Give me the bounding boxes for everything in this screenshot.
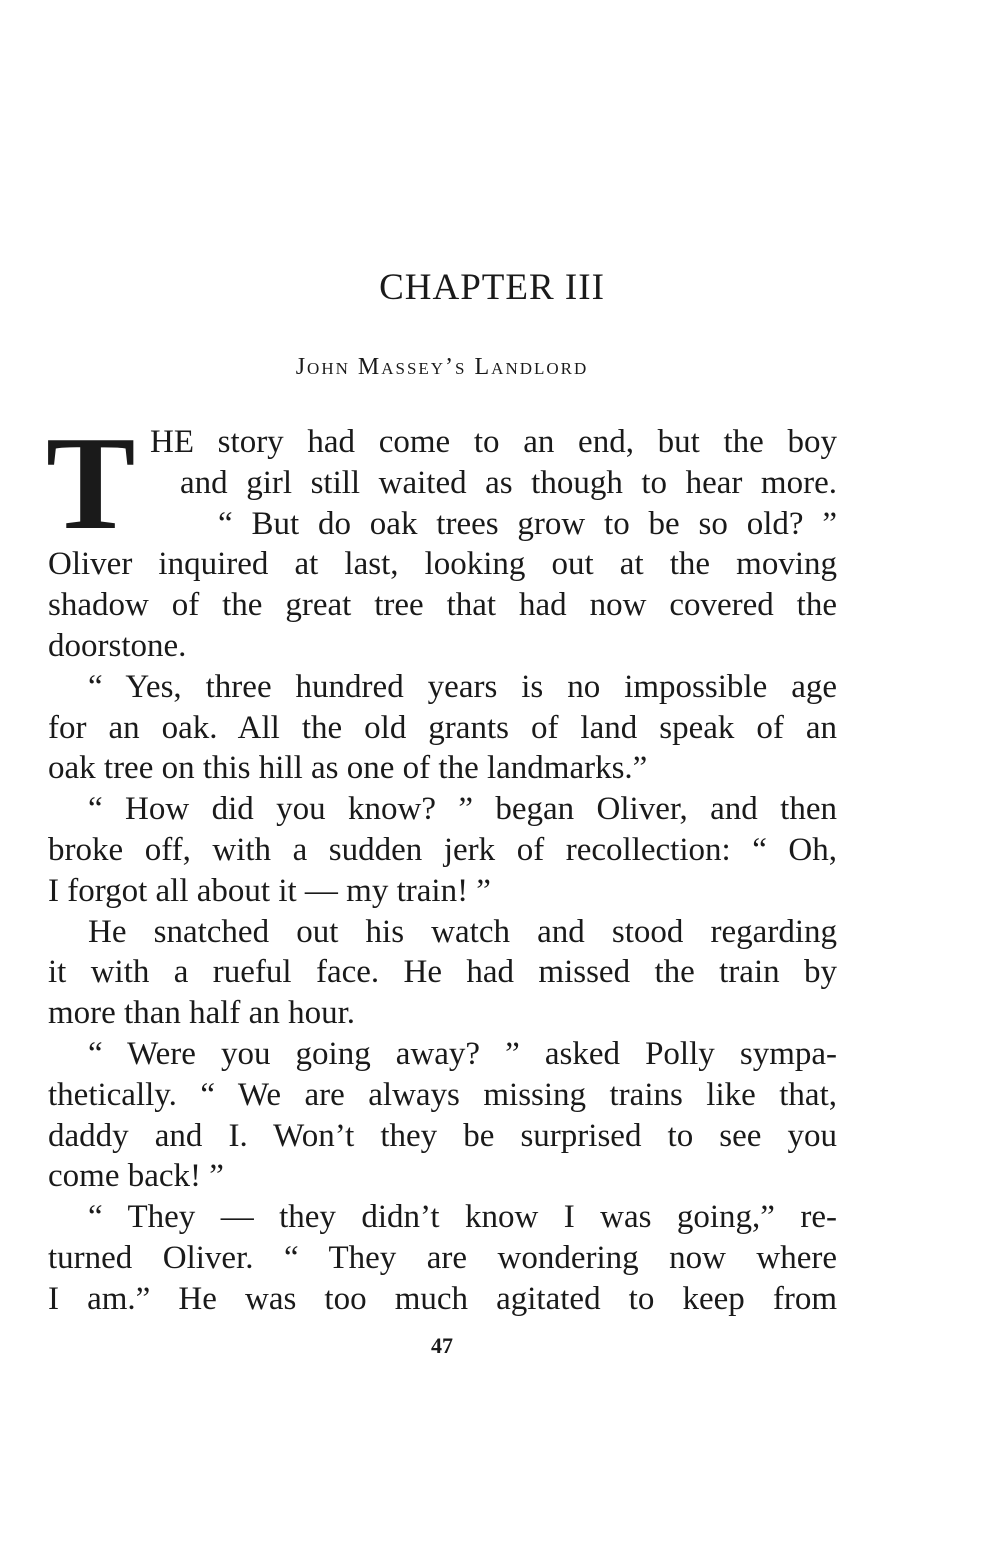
text-line: “ They — they didn’t know I was going,” re- <box>88 1199 837 1236</box>
text-line: oak tree on this hill as one of the landmarks.” <box>48 750 648 787</box>
text-line: “ Yes, three hundred years is no impossible age <box>88 668 837 705</box>
body-text <box>46 409 837 1320</box>
chapter-title: CHAPTER III <box>379 267 605 308</box>
text-line: more than half an hour. <box>48 995 355 1032</box>
text-line: come back! ” <box>48 1158 224 1195</box>
text-line: thetically. “ We are always missing trains like that, <box>48 1076 837 1113</box>
text-line: for an oak. All the old grants of land speak of an <box>48 709 837 746</box>
drop-cap-letter: T <box>46 409 136 557</box>
text-line: Oliver inquired at last, looking out at the moving <box>48 546 837 583</box>
text-line: daddy and I. Won’t they be surprised to see you <box>48 1117 837 1154</box>
text-line: it with a rueful face. He had missed the train by <box>48 954 837 991</box>
text-line: doorstone. <box>48 627 187 664</box>
text-line: He snatched out his watch and stood regarding <box>88 913 837 950</box>
text-line: shadow of the great tree that had now covered the <box>48 587 837 624</box>
text-line: broke off, with a sudden jerk of recollection: “ Oh, <box>48 831 837 868</box>
text-line: and girl still waited as though to hear more. <box>180 464 837 501</box>
dropcap-paragraph <box>46 409 837 557</box>
text-line: “ How did you know? ” began Oliver, and then <box>88 791 837 828</box>
text-line: I forgot all about it — my train! ” <box>48 872 491 909</box>
text-line: “ Were you going away? ” asked Polly sympa- <box>88 1035 837 1072</box>
chapter-subtitle: John Massey’s Landlord <box>295 354 589 380</box>
text-line: “ But do oak trees grow to be so old? ” <box>218 505 837 542</box>
text-line: turned Oliver. “ They are wondering now where <box>48 1239 837 1276</box>
text-line: HE story had come to an end, but the boy <box>150 424 837 460</box>
text-line: I am.” He was too much agitated to keep from <box>48 1280 837 1317</box>
page-number: 47 <box>431 1333 453 1358</box>
